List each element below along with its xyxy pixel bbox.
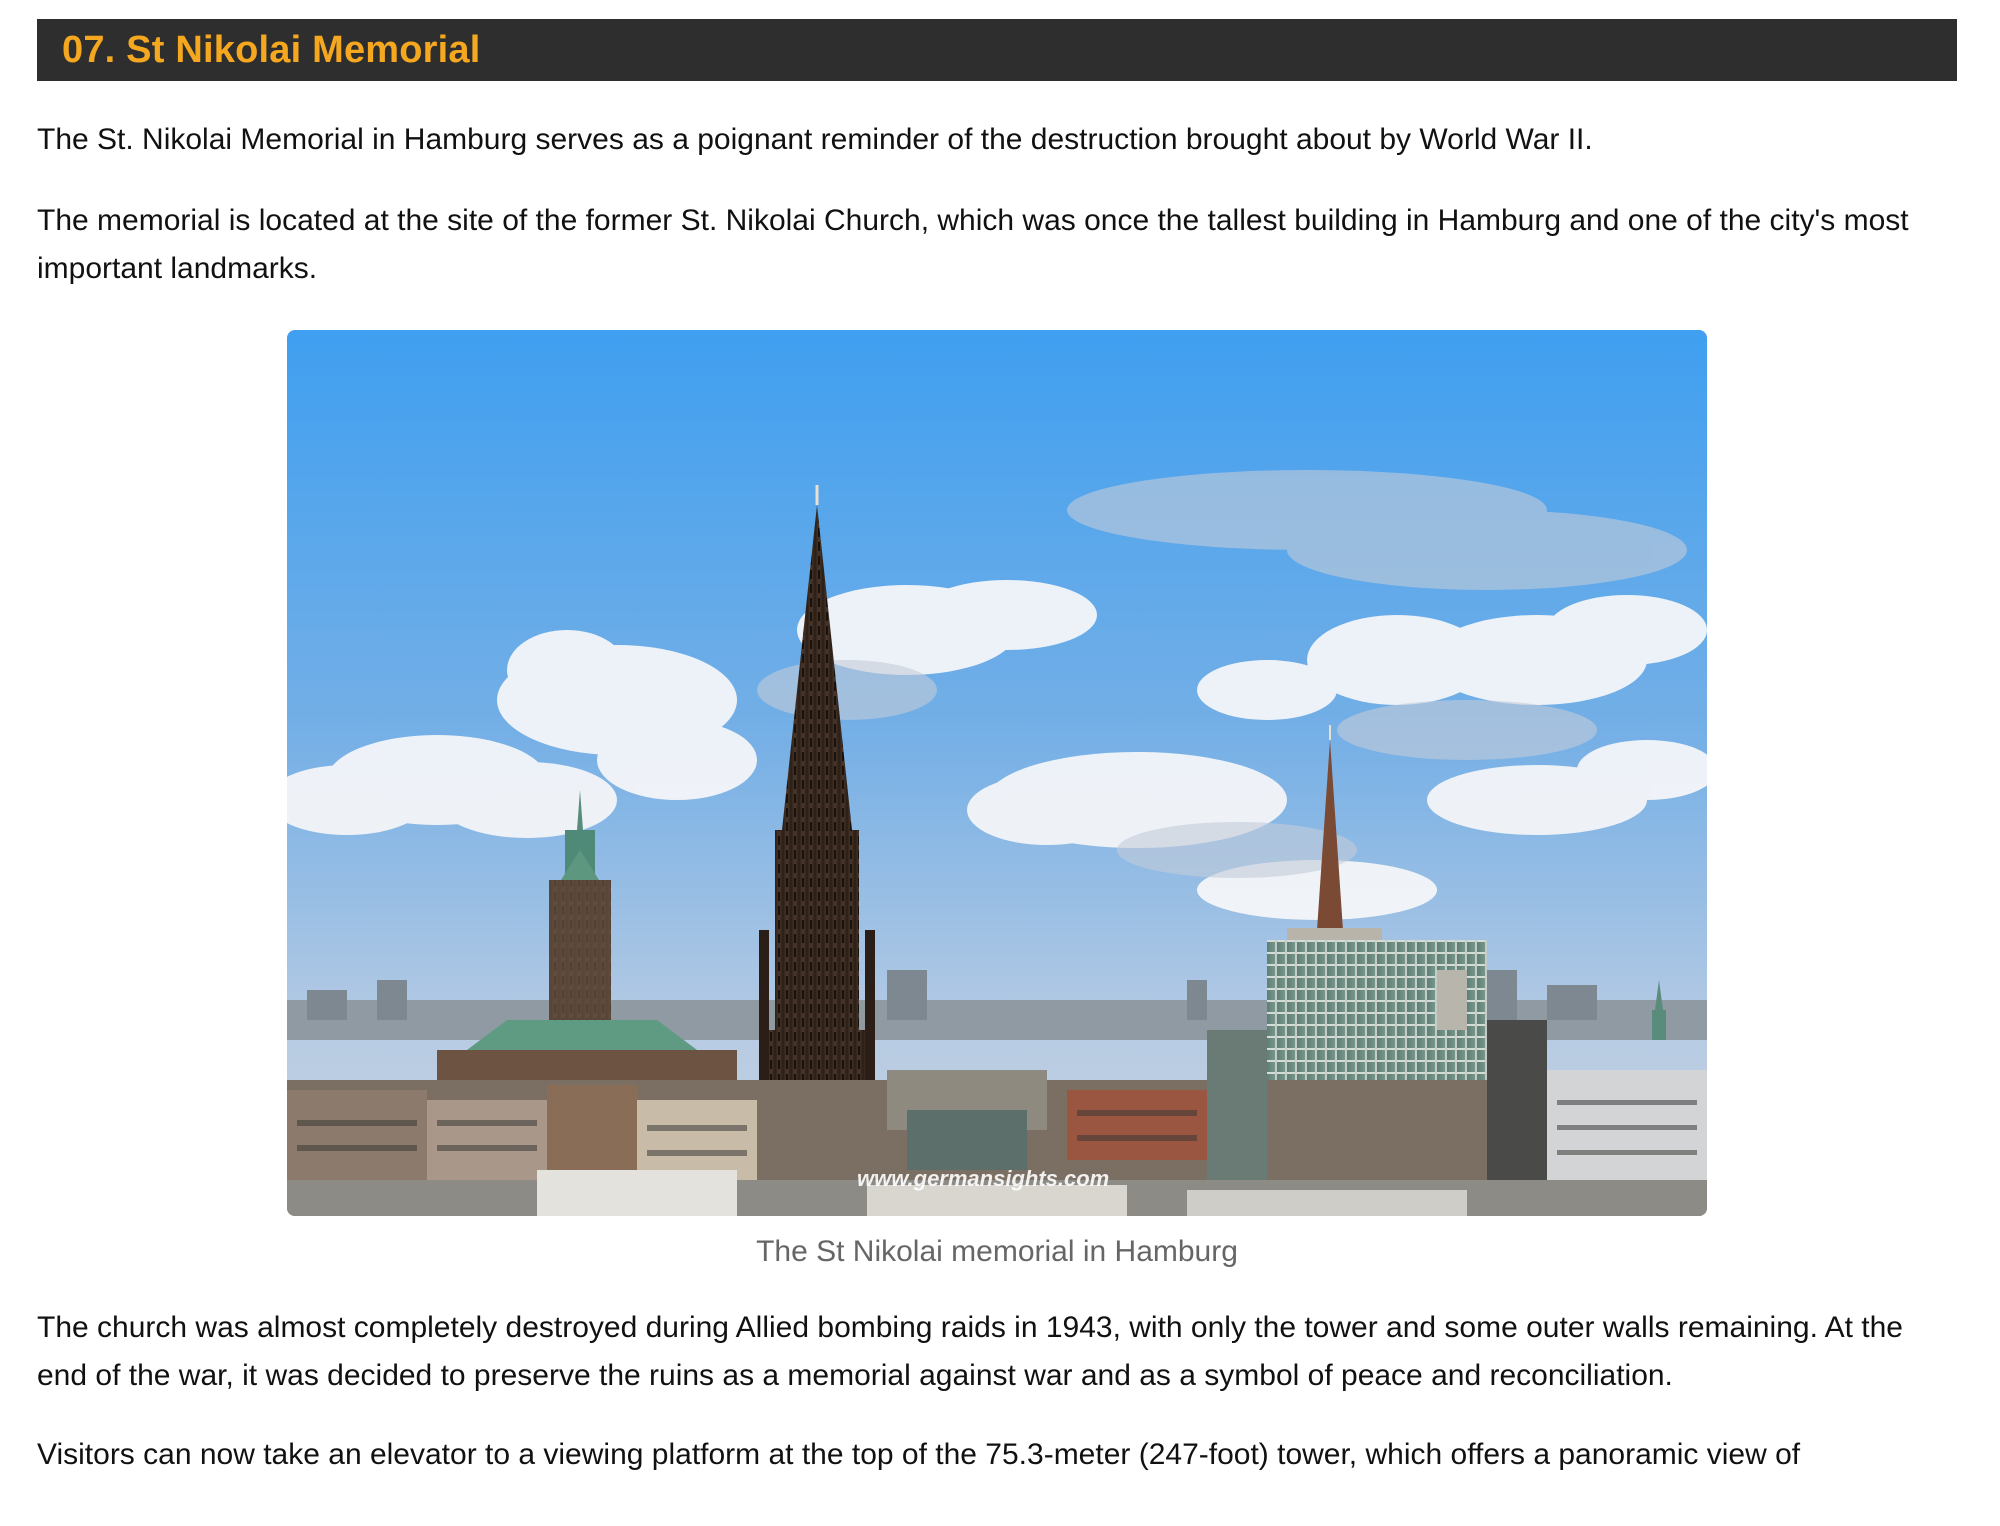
memorial-photo — [287, 330, 1707, 1216]
memorial-figure — [287, 330, 1707, 1270]
paragraph-visitors: Visitors can now take an elevator to a viewing platform at the top of the 75.3-meter (247-foot) tower, which offers a panoramic view of — [37, 1438, 1801, 1471]
section-title: 07. St Nikolai Memorial — [62, 28, 481, 71]
section-heading-bar — [37, 19, 1957, 81]
paragraph-location: The memorial is located at the site of the former St. Nikolai Church, which was once the tallest building in Hamburg and one of the city's most important landmarks. — [37, 204, 1909, 285]
photo-caption: The St Nikolai memorial in Hamburg — [756, 1235, 1238, 1268]
paragraph-intro: The St. Nikolai Memorial in Hamburg serves as a poignant reminder of the destruction brought about by World War II. — [37, 123, 1593, 156]
paragraph-destruction: The church was almost completely destroyed during Allied bombing raids in 1943, with only the tower and some outer walls remaining. At the end of the war, it was decided to preserve the ruins as a memorial against war and as a symbol of peace and reconciliation. — [37, 1311, 1903, 1392]
article-content — [37, 19, 1957, 1479]
photo-watermark: www.germansights.com — [857, 1166, 1110, 1191]
